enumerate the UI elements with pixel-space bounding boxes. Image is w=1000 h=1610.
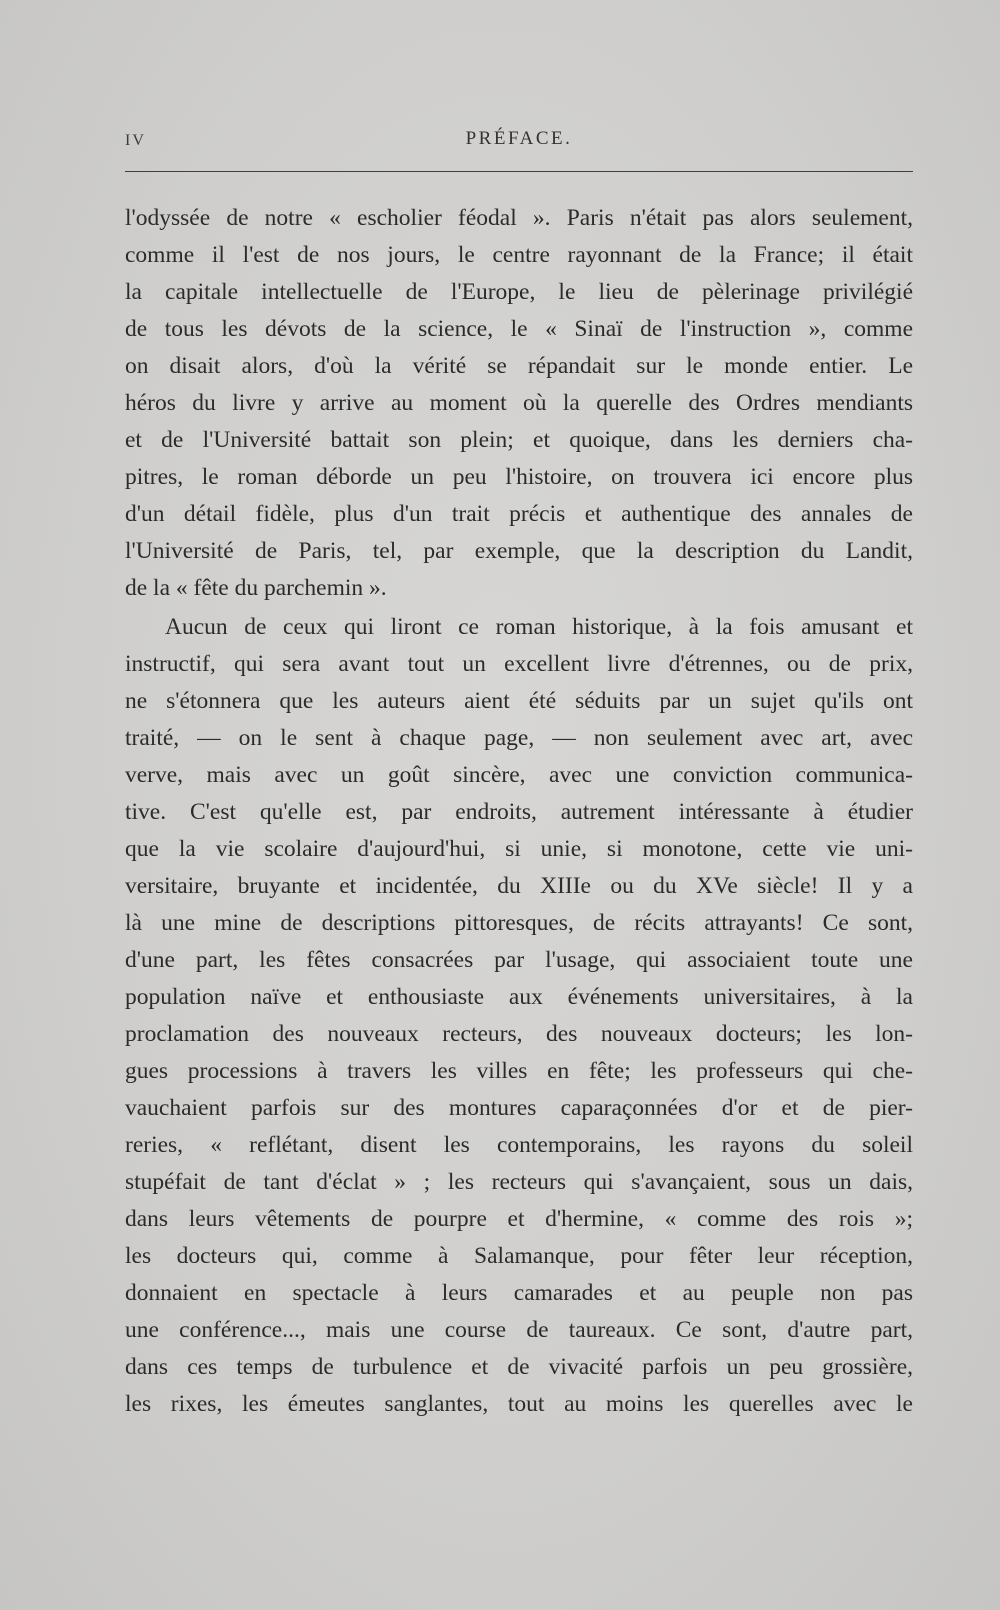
text-line: stupéfait de tant d'éclat » ; les recteurs qui s'avançaient, sous un dais, — [125, 1169, 913, 1195]
page-header — [125, 128, 913, 152]
text-line: là une mine de descriptions pittoresques, de récits attrayants! Ce sont, — [125, 910, 913, 936]
text-line: et de l'Université battait son plein; et quoique, dans les derniers cha- — [125, 427, 913, 453]
text-line: on disait alors, d'où la vérité se répandait sur le monde entier. Le — [125, 353, 913, 379]
paragraph-1 — [125, 200, 913, 607]
text-line: vauchaient parfois sur des montures caparaçonnées d'or et de pier- — [125, 1095, 913, 1121]
text-line: comme il l'est de nos jours, le centre rayonnant de la France; il était — [125, 242, 913, 268]
body-text — [125, 200, 913, 1423]
text-line: Aucun de ceux qui liront ce roman historique, à la fois amusant et — [165, 614, 913, 640]
text-line: dans ces temps de turbulence et de vivacité parfois un peu grossière, — [125, 1354, 913, 1380]
text-line: donnaient en spectacle à leurs camarades et au peuple non pas — [125, 1280, 913, 1306]
text-line: que la vie scolaire d'aujourd'hui, si unie, si monotone, cette vie uni- — [125, 836, 913, 862]
running-title: PRÉFACE. — [465, 128, 573, 149]
text-line: dans leurs vêtements de pourpre et d'hermine, « comme des rois »; — [125, 1206, 913, 1232]
text-line: population naïve et enthousiaste aux événements universitaires, à la — [125, 984, 913, 1010]
text-line: verve, mais avec un goût sincère, avec une conviction communica- — [125, 762, 913, 788]
text-line: d'un détail fidèle, plus d'un trait précis et authentique des annales de — [125, 501, 913, 527]
text-line: versitaire, bruyante et incidentée, du XIIIe ou du XVe siècle! Il y a — [125, 873, 913, 899]
page-number: IV — [125, 132, 146, 149]
text-line: gues processions à travers les villes en fête; les professeurs qui che- — [125, 1058, 913, 1084]
text-line: la capitale intellectuelle de l'Europe, le lieu de pèlerinage privilégié — [125, 279, 913, 305]
text-line: instructif, qui sera avant tout un excellent livre d'étrennes, ou de prix, — [125, 651, 913, 677]
text-line: proclamation des nouveaux recteurs, des nouveaux docteurs; les lon- — [125, 1021, 913, 1047]
text-line: une conférence..., mais une course de taureaux. Ce sont, d'autre part, — [125, 1317, 913, 1343]
text-line: l'Université de Paris, tel, par exemple, que la description du Landit, — [125, 538, 913, 564]
text-line: l'odyssée de notre « escholier féodal ». Paris n'était pas alors seulement, — [125, 205, 913, 231]
text-line: ne s'étonnera que les auteurs aient été séduits par un sujet qu'ils ont — [125, 688, 913, 714]
text-line: les docteurs qui, comme à Salamanque, pour fêter leur réception, — [125, 1243, 913, 1269]
text-line: héros du livre y arrive au moment où la querelle des Ordres mendiants — [125, 390, 913, 416]
text-line: reries, « reflétant, disent les contemporains, les rayons du soleil — [125, 1132, 913, 1158]
header-rule — [125, 171, 913, 172]
text-line: de tous les dévots de la science, le « Sinaï de l'instruction », comme — [125, 316, 913, 342]
text-line: de la « fête du parchemin ». — [125, 575, 387, 601]
text-line: traité, — on le sent à chaque page, — non seulement avec art, avec — [125, 725, 913, 751]
text-line: les rixes, les émeutes sanglantes, tout au moins les querelles avec le — [125, 1391, 913, 1417]
text-line: tive. C'est qu'elle est, par endroits, autrement intéressante à étudier — [125, 799, 913, 825]
text-line: pitres, le roman déborde un peu l'histoire, on trouvera ici encore plus — [125, 464, 913, 490]
paragraph-2 — [125, 609, 913, 1423]
text-line: d'une part, les fêtes consacrées par l'usage, qui associaient toute une — [125, 947, 913, 973]
